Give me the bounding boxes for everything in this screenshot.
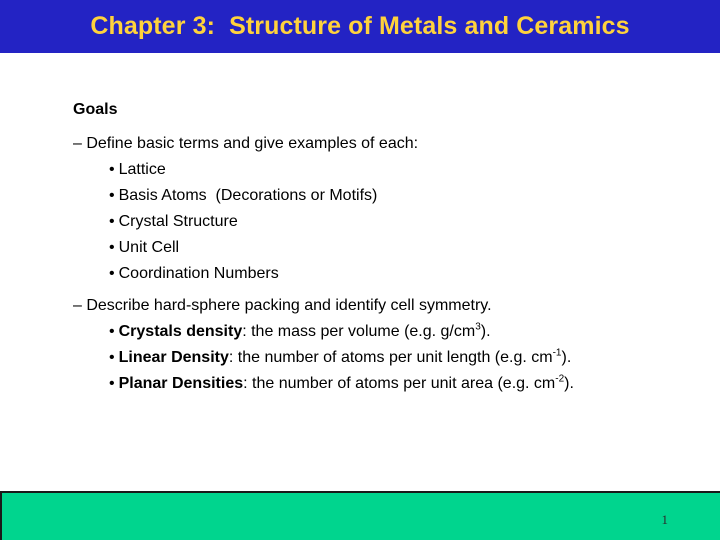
bullet-icon: • <box>109 239 115 256</box>
goal-1-list <box>109 160 693 284</box>
list-item: • Crystal Structure <box>109 213 238 230</box>
term-linear-density: Linear Density <box>118 349 229 366</box>
bullet-icon: • <box>109 323 115 340</box>
slide-content <box>73 100 693 406</box>
bullet-icon: • <box>109 213 115 230</box>
bullet-icon: • <box>109 161 115 178</box>
goal-2-text: – Describe hard-sphere packing and identify cell symmetry. <box>73 297 492 314</box>
term-planar-densities: Planar Densities <box>118 375 244 392</box>
list-item: • Coordination Numbers <box>109 265 279 282</box>
list-item: • Planar Densities: the number of atoms per unit area (e.g. $cm^{-2}$). <box>109 373 574 392</box>
goal-1-text: – Define basic terms and give examples of each: <box>73 135 419 152</box>
list-item: • Basis Atoms (Decorations or Motifs) <box>109 187 378 204</box>
footer-bar <box>0 491 720 540</box>
list-item: • Linear Density: the number of atoms per unit length (e.g. $cm^{-1}$). <box>109 347 572 366</box>
bullet-icon: • <box>109 187 115 204</box>
slide-title: Chapter 3: Structure of Metals and Ceramics <box>90 12 630 40</box>
bullet-icon: • <box>109 375 115 392</box>
goal-2-list <box>109 322 693 394</box>
goals-heading: Goals <box>73 101 118 118</box>
term-crystals-density: Crystals density <box>118 323 243 340</box>
bullet-icon: • <box>109 349 115 366</box>
list-item: • Unit Cell <box>109 239 180 256</box>
list-item: • Crystals density: the mass per volume (e.g. $g/cm^3$). <box>109 321 491 340</box>
bullet-icon: • <box>109 265 115 282</box>
title-bar <box>0 0 720 53</box>
list-item: • Lattice <box>109 161 166 178</box>
page-number: 1 <box>661 512 668 527</box>
